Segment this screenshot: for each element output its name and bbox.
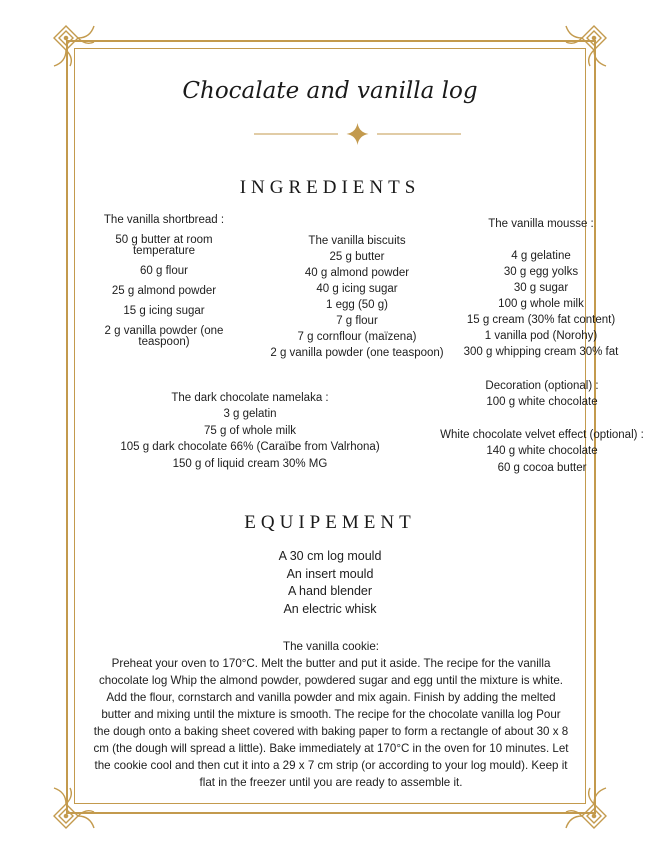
list-item: 1 vanilla pod (Norohy) [484, 330, 598, 342]
mousse-title: The vanilla mousse : [488, 218, 594, 230]
list-item: An electric whisk [283, 601, 377, 616]
list-item: 2 g vanilla powder (one teaspoon) [104, 325, 224, 348]
list-item: 25 g almond powder [111, 285, 217, 297]
list-item: 40 g almond powder [304, 267, 410, 279]
list-item: 30 g sugar [513, 282, 569, 294]
biscuits-section [252, 233, 462, 361]
equipment-heading: EQUIPEMENT [244, 512, 416, 533]
decoration-title: Decoration (optional) : [485, 380, 599, 392]
list-item: 100 g white chocolate [486, 396, 598, 409]
list-item: 300 g whipping cream 30% fat [463, 346, 619, 358]
list-item: 150 g of liquid cream 30% MG [172, 457, 328, 470]
list-item: 7 g cornflour (maïzena) [297, 331, 417, 343]
namelaka-section [110, 390, 390, 472]
velvet-title: White chocolate velvet effect (optional) : [440, 428, 644, 441]
list-item: 15 g cream (30% fat content) [466, 314, 616, 326]
cookie-instructions [93, 638, 569, 791]
cookie-text: Preheat your oven to 170°C. Melt the butter and put it aside. The recipe for the vanilla chocolate log Whip the almond powder, powdered sugar and egg until the mixture is white. Add the flour, cornstarch and vanilla powder and mix again. Finish by adding the melted butter and mixing until the mixture is smooth. The recipe for the chocolate vanilla log Pour the dough onto a baking sheet covered with baking paper to form a rectangle of about 30 x 8 cm (the dough will spread a little). Bake immediately at 170°C in the oven for 10 minutes. Let the cookie cool and then cut it into a 29 x 7 cm strip (or according to your log mould). Keep it flat in the freezer until you are ready to assemble it. [93, 657, 569, 789]
decoration-section [432, 378, 652, 476]
list-item: 25 g butter [329, 251, 385, 263]
list-item: 50 g butter at room temperature [115, 234, 213, 257]
list-item: 140 g white chocolate [486, 445, 598, 458]
cookie-title: The vanilla cookie: [282, 640, 380, 653]
biscuits-title: The vanilla biscuits [308, 235, 406, 247]
equipment-list [230, 548, 430, 618]
list-item: 15 g icing sugar [123, 305, 205, 317]
list-item: A hand blender [287, 584, 373, 598]
shortbread-section [90, 215, 238, 357]
list-item: 75 g of whole milk [203, 424, 297, 437]
list-item: 40 g icing sugar [316, 283, 398, 295]
corner-ornament-icon [552, 22, 610, 80]
shortbread-title: The vanilla shortbread : [103, 214, 225, 226]
list-item: 3 g gelatin [223, 408, 277, 421]
mousse-section [456, 216, 626, 360]
list-item: 2 g vanilla powder (one teaspoon) [270, 347, 444, 359]
divider-sparkle-icon [250, 121, 465, 147]
list-item: 105 g dark chocolate 66% (Caraïbe from Valrhona) [120, 441, 380, 454]
list-item: 60 g flour [140, 265, 188, 277]
ingredients-heading: INGREDIENTS [239, 177, 421, 198]
list-item: 7 g flour [336, 315, 378, 327]
namelaka-title: The dark chocolate namelaka : [171, 392, 329, 404]
list-item: 30 g egg yolks [503, 266, 579, 278]
list-item: 1 egg (50 g) [325, 299, 388, 311]
corner-ornament-icon [50, 22, 108, 80]
list-item: 100 g whole milk [498, 298, 584, 310]
list-item: A 30 cm log mould [278, 549, 382, 563]
list-item: 4 g gelatine [511, 250, 571, 262]
page-title: Chocalate and vanilla log [182, 78, 478, 104]
list-item: An insert mould [286, 566, 374, 581]
list-item: 60 g cocoa butter [497, 461, 587, 474]
